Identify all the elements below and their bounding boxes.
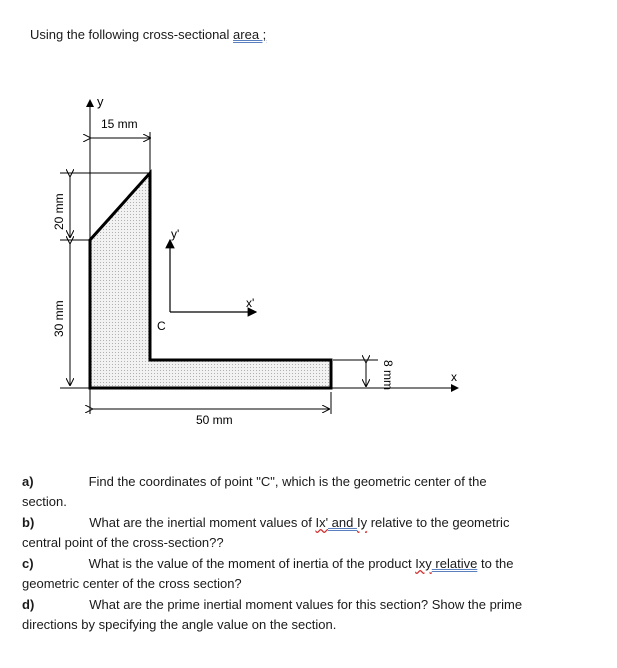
area-word: area ;	[233, 27, 267, 42]
dim-right-label: 8 mm	[381, 360, 395, 390]
l-section-shape	[90, 173, 331, 388]
question-d: d) What are the prime inertial moment values for this section? Show the prime directions by specifying the angle value on the section.	[22, 597, 523, 632]
dim-top-label: 15 mm	[101, 117, 138, 131]
question-a: a) Find the coordinates of point "C", which is the geometric center of the section.	[22, 474, 487, 509]
question-c: c) What is the value of the moment of inertia of the product Ixy relative to the geometric center of the cross section?	[22, 556, 514, 591]
dim-left-lower-label: 30 mm	[52, 300, 66, 337]
intro-text: Using the following cross-sectional area ;	[30, 27, 267, 42]
centroid-label: C	[157, 319, 166, 333]
x-axis-label: x	[451, 370, 457, 384]
question-b: b) What are the inertial moment values of Ix' and Iy relative to the geometric central point of the cross-section??	[22, 515, 510, 550]
dim-left-upper-label: 20 mm	[52, 193, 66, 230]
y-prime-label: y'	[171, 227, 180, 241]
x-prime-label: x'	[246, 296, 255, 310]
dim-bottom-label: 50 mm	[196, 413, 233, 427]
y-axis-label: y	[97, 94, 104, 109]
